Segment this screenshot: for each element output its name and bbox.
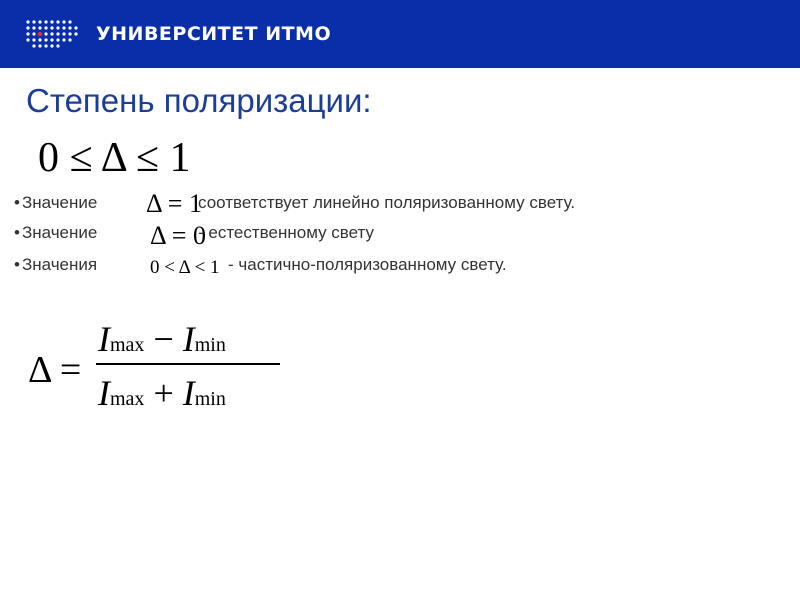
bullet-dot: •: [14, 255, 20, 274]
bullet-label: Значение: [21, 223, 98, 242]
header-bar: [0, 0, 800, 68]
bullet-formula: Δ = 1: [146, 189, 202, 218]
range-formula: 0 ≤ Δ ≤ 1: [38, 135, 191, 181]
bullet-label: Значение: [21, 193, 98, 212]
formula-denominator: [98, 372, 226, 414]
bullet-text: - частично-поляризованному свету.: [228, 255, 507, 274]
bullet-item: [14, 223, 97, 243]
bullet-label: Значения: [21, 255, 98, 274]
numerator-operator: −: [144, 319, 183, 359]
formula-lhs: Δ =: [28, 349, 82, 391]
numerator-sub-b: min: [194, 334, 226, 356]
bullet-item: [14, 193, 97, 213]
numerator-sub-a: max: [110, 334, 145, 356]
itmo-dot-grid-logo-icon: [24, 18, 88, 48]
bullet-dot: •: [14, 223, 20, 242]
denominator-operator: +: [144, 373, 183, 413]
brand-name: УНИВЕРСИТЕТ ИТМО: [96, 23, 332, 45]
fraction-bar: [96, 363, 280, 365]
denominator-term-a: I: [98, 373, 110, 413]
numerator-term-b: I: [182, 319, 195, 359]
denominator-sub-b: min: [194, 388, 226, 410]
bullet-dot: •: [14, 193, 20, 212]
bullet-formula: Δ = 0: [150, 221, 206, 250]
numerator-term-a: I: [98, 319, 110, 359]
bullet-item: [14, 255, 97, 275]
bullet-text: соответствует линейно поляризованному свету.: [198, 193, 576, 212]
denominator-sub-a: max: [110, 388, 145, 410]
slide-title: Степень поляризации:: [26, 82, 372, 119]
formula-numerator: [98, 318, 226, 360]
denominator-term-b: I: [182, 373, 195, 413]
bullet-formula: 0 < Δ < 1: [150, 257, 220, 278]
bullet-text: - естественному свету: [198, 223, 375, 242]
